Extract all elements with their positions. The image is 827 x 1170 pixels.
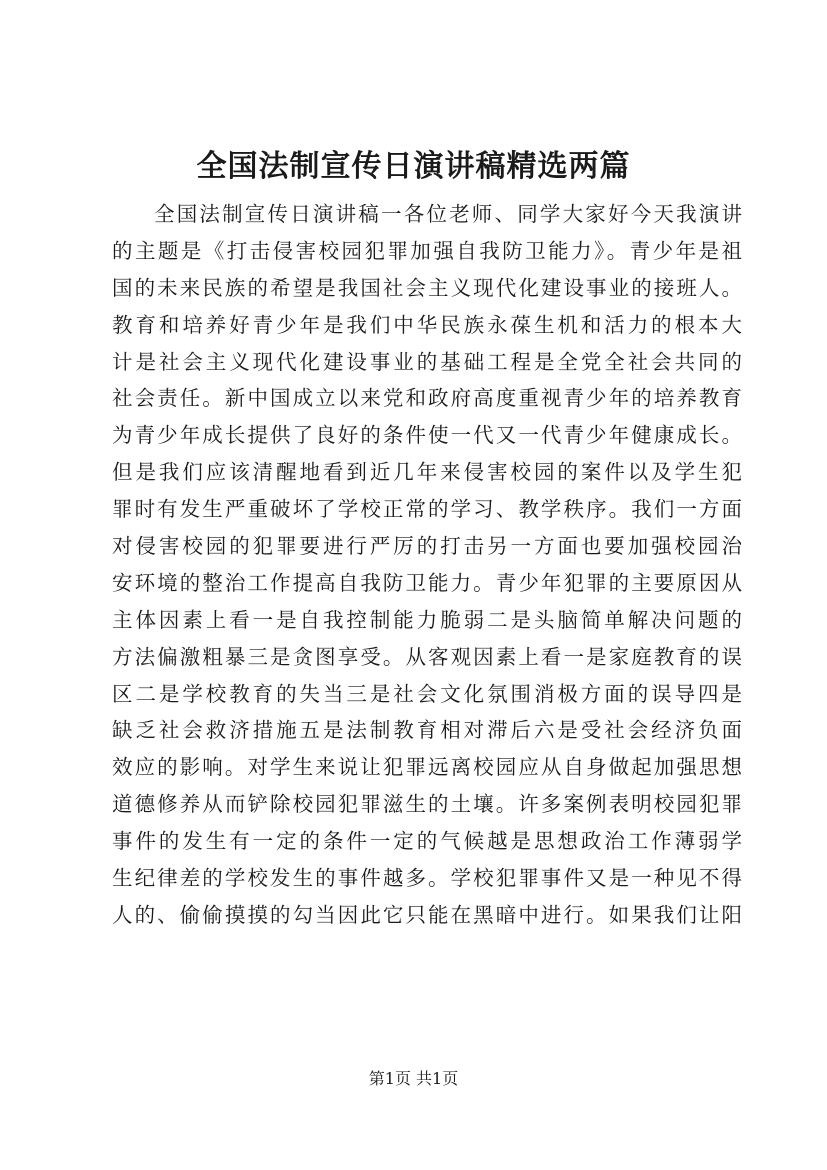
document-body (112, 196, 742, 934)
body-line: 区二是学校教育的失当三是社会文化氛围消极方面的误导四是 (112, 681, 742, 706)
document-title: 全国法制宣传日演讲稿精选两篇 (196, 149, 631, 184)
body-line: 教育和培养好青少年是我们中华民族永葆生机和活力的根本大 (112, 312, 742, 337)
body-line: 方法偏激粗暴三是贪图享受。从客观因素上看一是家庭教育的误 (112, 644, 742, 669)
body-line: 但是我们应该清醒地看到近几年来侵害校园的案件以及学生犯 (112, 460, 742, 485)
body-line: 国的未来民族的希望是我国社会主义现代化建设事业的接班人。 (112, 275, 742, 300)
body-line: 计是社会主义现代化建设事业的基础工程是全党全社会共同的 (112, 349, 742, 374)
body-line: 罪时有发生严重破坏了学校正常的学习、教学秩序。我们一方面 (112, 497, 742, 522)
body-line: 为青少年成长提供了良好的条件使一代又一代青少年健康成长。 (112, 423, 742, 448)
body-line: 生纪律差的学校发生的事件越多。学校犯罪事件又是一种见不得 (112, 866, 742, 891)
body-line: 安环境的整治工作提高自我防卫能力。青少年犯罪的主要原因从 (112, 570, 742, 595)
page-number-footer: 第1页 共1页 (368, 1069, 459, 1088)
body-line: 缺乏社会救济措施五是法制教育相对滞后六是受社会经济负面 (112, 718, 742, 743)
body-line: 效应的影响。对学生来说让犯罪远离校园应从自身做起加强思想 (112, 755, 742, 780)
body-line: 的主题是《打击侵害校园犯罪加强自我防卫能力》。青少年是祖 (112, 238, 742, 263)
body-line: 对侵害校园的犯罪要进行严厉的打击另一方面也要加强校园治 (112, 534, 742, 559)
body-line: 社会责任。新中国成立以来党和政府高度重视青少年的培养教育 (112, 386, 742, 411)
body-line: 事件的发生有一定的条件一定的气候越是思想政治工作薄弱学 (112, 829, 742, 854)
body-line: 人的、偷偷摸摸的勾当因此它只能在黑暗中进行。如果我们让阳 (112, 902, 742, 927)
body-line: 全国法制宣传日演讲稿一各位老师、同学大家好今天我演讲 (154, 202, 742, 226)
body-line: 主体因素上看一是自我控制能力脆弱二是头脑简单解决问题的 (112, 607, 742, 632)
body-line: 道德修养从而铲除校园犯罪滋生的土壤。许多案例表明校园犯罪 (112, 792, 742, 817)
